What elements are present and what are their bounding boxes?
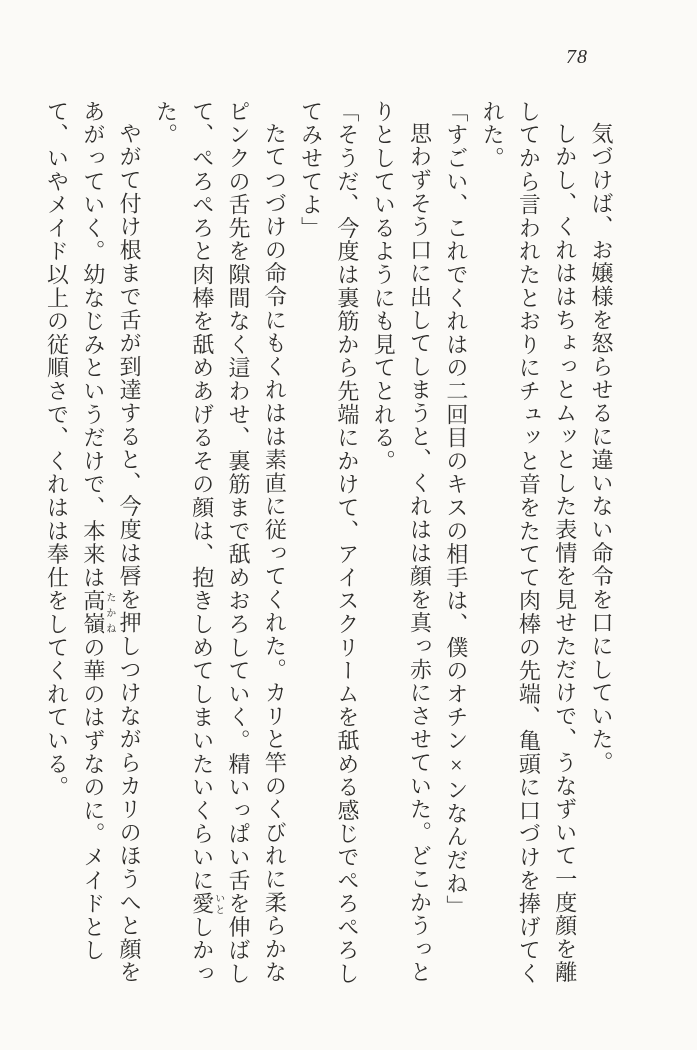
paragraph: 「すごい、これでくれはの二回目のキスの相手は、僕のオチン×ンなんだね」 — [443, 100, 469, 919]
paragraph: 思わずそう口に出してしまうと、くれはは顔を真っ赤にさせていた。どこかうっとりとしているようにも見てとれる。 — [371, 100, 433, 985]
paragraph: しかし、くれははちょっとムッとした表情を見せただけで、うなずいて一度顔を離してから言われたとおりにチュッと音をたてて肉棒の先端、亀頭に口づけを捧げてくれた。 — [480, 100, 578, 986]
paragraph: たてつづけの命令にもくれはは素直に従ってくれた。カリと竿のくびれに柔らかなピンクの舌先を隙間なく這わせ、裏筋まで舐めおろしていく。精いっぱい舌を伸ばして、ぺろぺろと肉棒を舐めあげるその顔は、抱きしめてしまいたいくらいに愛いとしかった。 — [153, 100, 288, 986]
furigana-annotated-word: 愛いと — [189, 892, 224, 916]
paragraph: 「そうだ、今度は裏筋から先端にかけて、アイスクリームを舐める感じでぺろぺろしてみせてよ」 — [298, 100, 360, 986]
page-number: 78 — [566, 46, 588, 68]
paragraph: 気づけば、お嬢様を怒らせるに違いない命令を口にしていた。 — [589, 122, 614, 775]
furigana-annotated-word: 高嶺たかね — [80, 589, 115, 636]
vertical-text-block — [37, 100, 619, 988]
paragraph: やがて付け根まで舌が到達すると、今度は唇を押しつけながらカリのほうへと顔をあがっていく。幼なじみというだけで、本来は高嶺たかねの華のはずなのに。メイドとして、いやメイド以上の従順さで、くれはは奉仕をしてくれている。 — [44, 100, 143, 985]
